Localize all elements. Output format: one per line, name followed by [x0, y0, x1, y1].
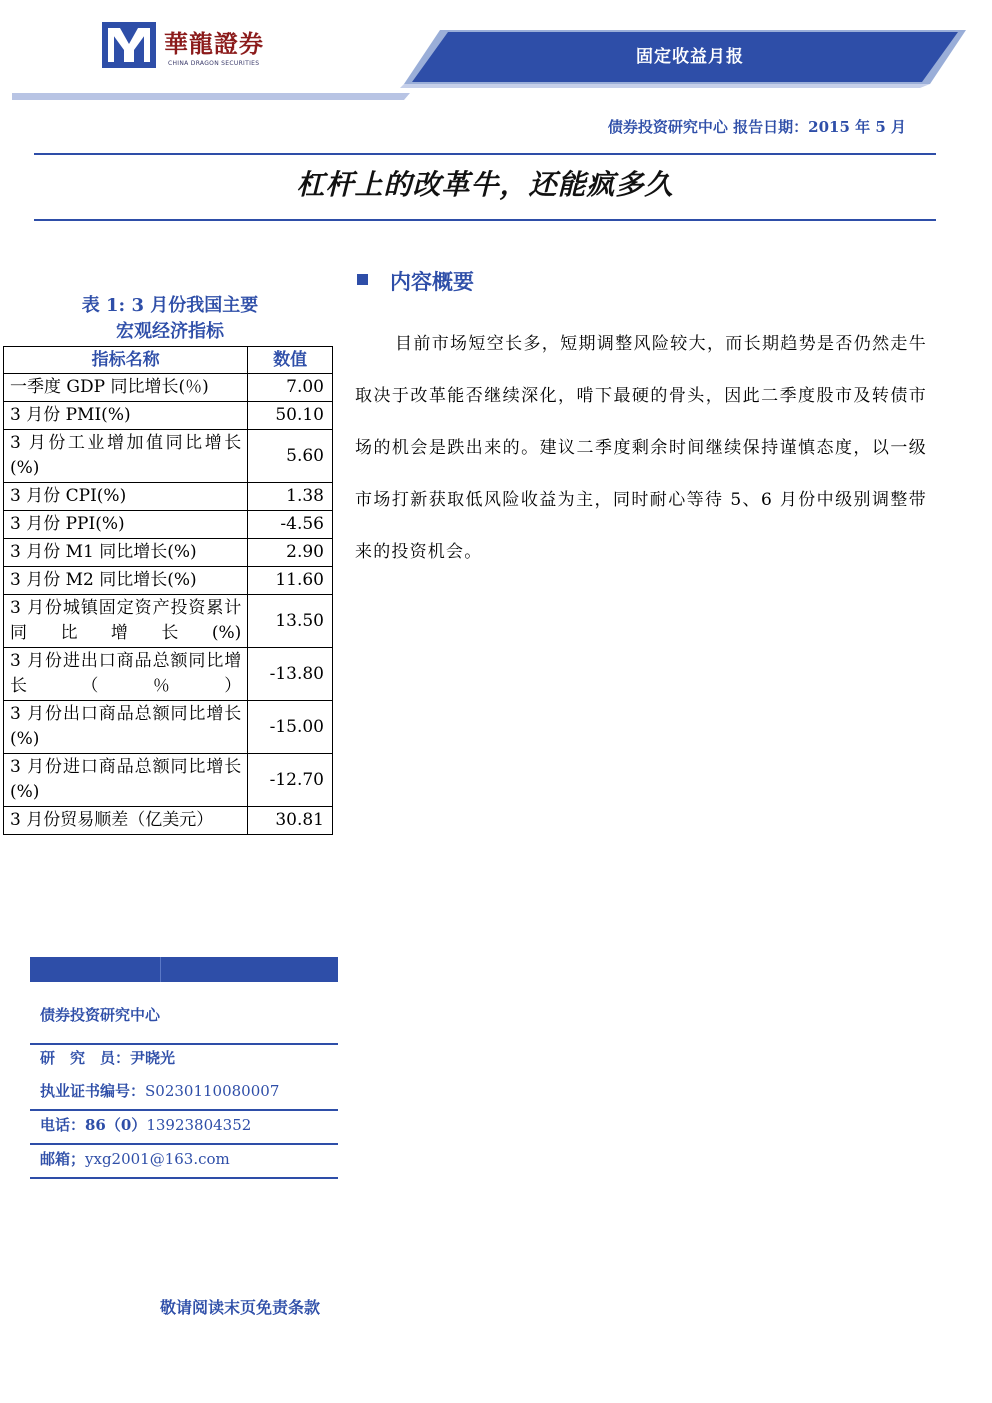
indicator-name: 3 月份进出口商品总额同比增长（％）: [4, 648, 248, 701]
indicator-name: 3 月份进口商品总额同比增长(%): [4, 754, 248, 807]
table-row: [4, 595, 333, 648]
email-address: yxg2001@163.com: [85, 1150, 230, 1168]
page-title: 杠杆上的改革牛，还能疯多久: [296, 168, 674, 201]
indicator-table: [3, 346, 333, 835]
cert-number: S0230110080007: [145, 1082, 280, 1100]
logo-chinese-name: 華龍證券: [164, 29, 264, 58]
indicator-value: 2.90: [248, 539, 333, 567]
analyst-header-bar: [30, 957, 338, 982]
table-row: [4, 483, 333, 511]
indicator-name: 3 月份 CPI(%): [4, 483, 248, 511]
column-header-name: 指标名称: [4, 347, 248, 374]
indicator-name: 3 月份 PPI(%): [4, 511, 248, 539]
section-bullet-icon: [357, 274, 368, 285]
title-top-rule: [34, 153, 936, 155]
table-caption: [60, 293, 280, 345]
table-row: [4, 807, 333, 835]
cert-label: 执业证书编号：: [40, 1082, 146, 1100]
indicator-name: 3 月份贸易顺差（亿美元）: [4, 807, 248, 835]
indicator-value: 13.50: [248, 595, 333, 648]
indicator-name: 3 月份 PMI(%): [4, 402, 248, 430]
indicator-value: 5.60: [248, 430, 333, 483]
indicator-value: 30.81: [248, 807, 333, 835]
email-label: 邮箱；: [40, 1150, 86, 1168]
phone-number: 13923804352: [146, 1116, 252, 1134]
indicator-value: -15.00: [248, 701, 333, 754]
report-type-label: 固定收益月报: [636, 47, 744, 67]
indicator-value: 50.10: [248, 402, 333, 430]
analyst-divider: [30, 1143, 338, 1145]
table-row: [4, 539, 333, 567]
researcher-name: 尹晓光: [130, 1049, 176, 1067]
company-logo: [102, 22, 262, 72]
analyst-cert-row: [40, 1080, 279, 1101]
report-meta: 债券投资研究中心 报告日期：2015 年 5 月: [607, 118, 906, 136]
analyst-divider: [30, 1177, 338, 1179]
summary-paragraph: 目前市场短空长多，短期调整风险较大，而长期趋势是否仍然走牛取决于改革能否继续深化，啃下最硬的骨头，因此二季度股市及转债市场的机会是跌出来的。建议二季度剩余时间继续保持谨慎态度，以一级市场打新获取低风险收益为主，同时耐心等待 5、6 月份中级别调整带来的投资机会。: [355, 334, 927, 562]
indicator-name: 3 月份 M1 同比增长(%): [4, 539, 248, 567]
analyst-divider: [30, 1109, 338, 1111]
table-caption-line1: 表 1: 3 月份我国主要: [81, 295, 259, 316]
phone-label: 电话：86（0）: [40, 1116, 147, 1134]
table-row: [4, 648, 333, 701]
logo-english-name: CHINA DRAGON SECURITIES: [168, 60, 260, 67]
researcher-label: 研 究 员：: [40, 1049, 131, 1067]
table-caption-line2: 宏观经济指标: [116, 321, 224, 342]
indicator-value: -4.56: [248, 511, 333, 539]
table-row: [4, 430, 333, 483]
analyst-researcher-row: [40, 1047, 175, 1068]
analyst-phone-row: [40, 1114, 251, 1135]
indicator-name: 3 月份 M2 同比增长(%): [4, 567, 248, 595]
indicator-value: 1.38: [248, 483, 333, 511]
indicator-name: 3 月份出口商品总额同比增长(%): [4, 701, 248, 754]
indicator-value: 11.60: [248, 567, 333, 595]
indicator-value: -12.70: [248, 754, 333, 807]
analyst-bar-divider: [160, 957, 161, 982]
logo-mark-icon: [102, 22, 156, 68]
indicator-value: 7.00: [248, 374, 333, 402]
disclaimer-note: 敬请阅读末页免责条款: [159, 1298, 320, 1317]
summary-heading: 内容概要: [390, 269, 474, 294]
table-row: [4, 754, 333, 807]
table-row: [4, 701, 333, 754]
analyst-center: 债券投资研究中心: [40, 1006, 161, 1024]
table-row: [4, 511, 333, 539]
table-header-row: [4, 347, 333, 374]
table-row: [4, 567, 333, 595]
analyst-divider: [30, 1043, 338, 1045]
analyst-email-row: [40, 1148, 230, 1169]
column-header-value: 数值: [248, 347, 333, 374]
indicator-name: 3 月份工业增加值同比增长(%): [4, 430, 248, 483]
indicator-name: 3 月份城镇固定资产投资累计同比增长(%): [4, 595, 248, 648]
title-bottom-rule: [34, 219, 936, 221]
table-row: [4, 402, 333, 430]
indicator-name: 一季度 GDP 同比增长(％): [4, 374, 248, 402]
indicator-value: -13.80: [248, 648, 333, 701]
table-row: [4, 374, 333, 402]
